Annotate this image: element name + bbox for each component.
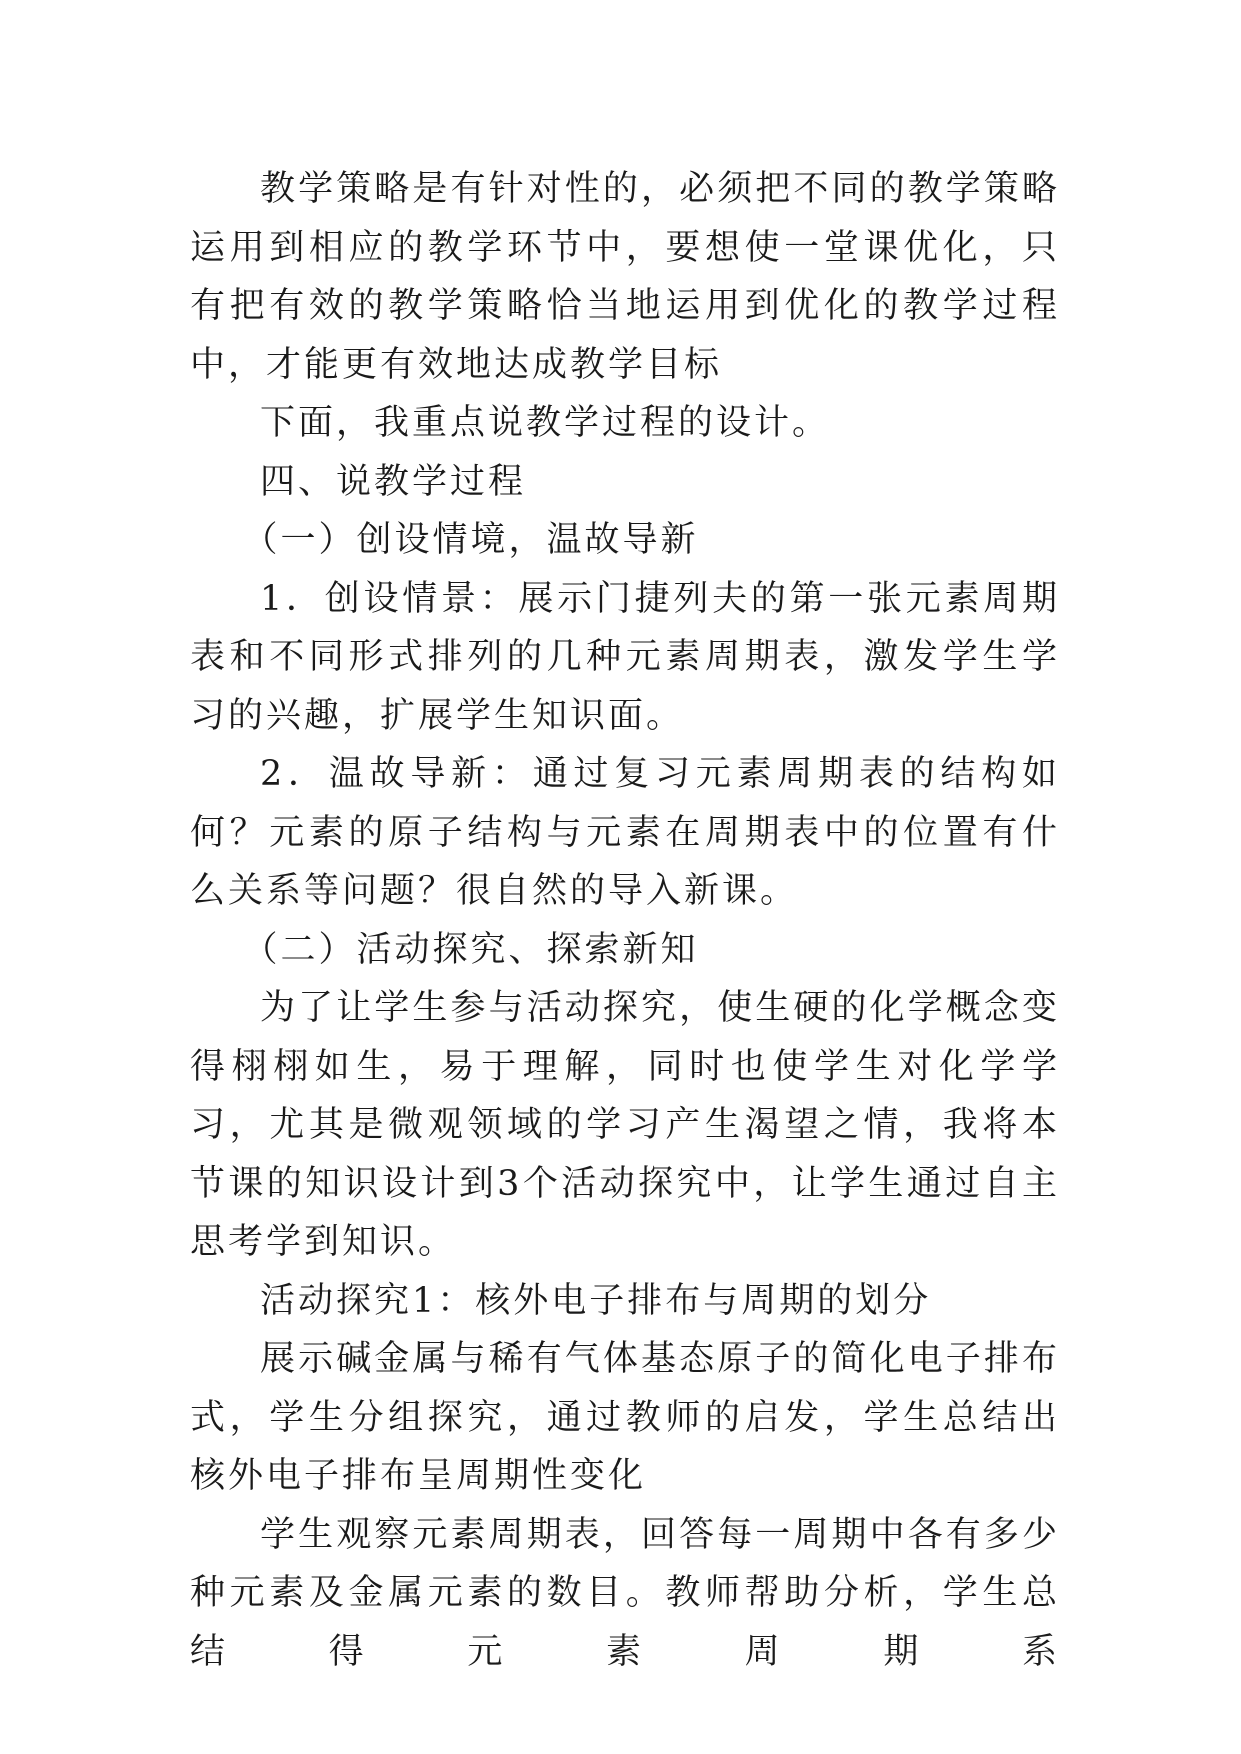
paragraph-item-1: 1．创设情景：展示门捷列夫的第一张元素周期表和不同形式排列的几种元素周期表，激发学生学习的兴趣，扩展学生知识面。 — [190, 578, 1060, 736]
section-heading-teaching-process: 四、说教学过程 — [260, 461, 527, 502]
paragraph-activity-intro: 为了让学生参与活动探究，使生硬的化学概念变得栩栩如生，易于理解，同时也使学生对化学学习，尤其是微观领域的学习产生渴望之情，我将本节课的知识设计到3个活动探究中，让学生通过自主思考学到知识。 — [190, 988, 1060, 1262]
subsection-heading-2: （二）活动探究、探索新知 — [242, 929, 699, 970]
paragraph-item-2: 2．温故导新：通过复习元素周期表的结构如何？元素的原子结构与元素在周期表中的位置有什么关系等问题？很自然的导入新课。 — [190, 754, 1060, 911]
activity-heading-1: 活动探究1：核外电子排布与周期的划分 — [260, 1280, 932, 1321]
paragraph-teaching-strategy: 教学策略是有针对性的，必须把不同的教学策略运用到相应的教学环节中，要想使一堂课优化，只有把有效的教学策略恰当地运用到优化的教学过程中，才能更有效地达成教学目标 — [190, 169, 1060, 385]
paragraph-activity-1-desc: 展示碱金属与稀有气体基态原子的简化电子排布式，学生分组探究，通过教师的启发，学生总结出核外电子排布呈周期性变化 — [190, 1339, 1060, 1496]
subsection-heading-1: （一）创设情境，温故导新 — [242, 520, 699, 560]
paragraph-activity-1-observe: 学生观察元素周期表，回答每一周期中各有多少种元素及金属元素的数目。教师帮助分析，学生总结得元素周期系 — [190, 1514, 1060, 1672]
document-body — [190, 160, 1060, 1681]
paragraph-intro-process: 下面，我重点说教学过程的设计。 — [260, 403, 831, 443]
